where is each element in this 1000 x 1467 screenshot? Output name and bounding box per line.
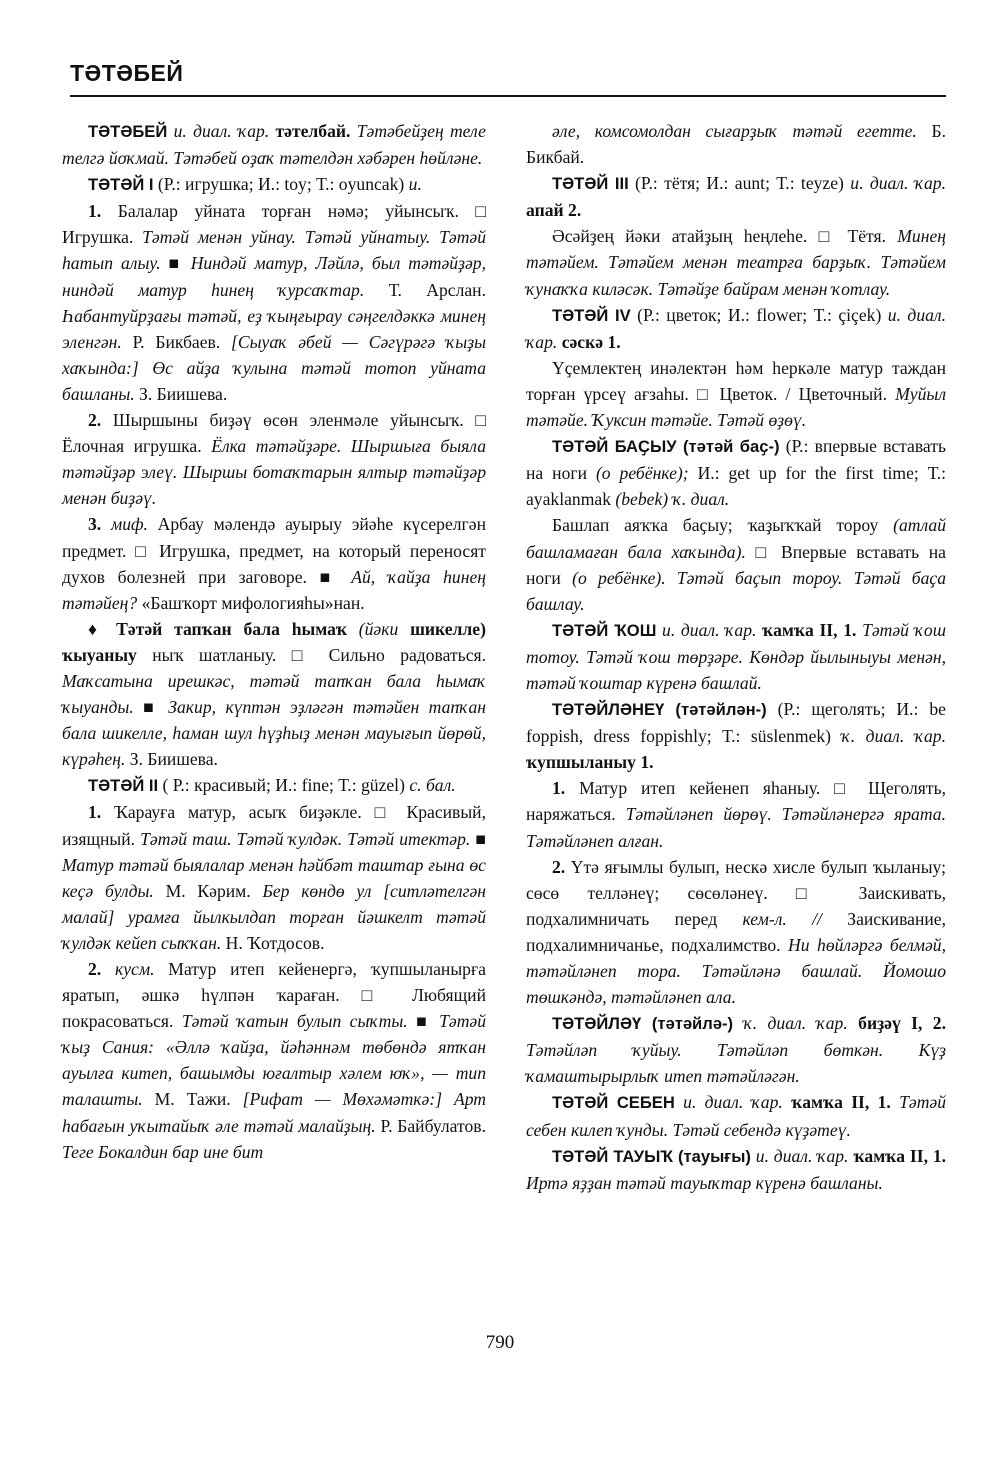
text-run: и. диал. ҡар. bbox=[755, 1145, 849, 1166]
text-run: (о ребёнке); bbox=[595, 463, 689, 484]
text-run bbox=[101, 514, 111, 534]
headword: ТӘТӘЙ СЕБЕН bbox=[552, 1093, 675, 1113]
dictionary-paragraph bbox=[526, 696, 946, 775]
text-run: Ниндәй матур, Ләйлә, был тәтәйҙәр, ниндәй матур һинең ҡурсаҡтар. bbox=[62, 253, 486, 300]
text-run: Тәтәй таш. Тәтәй ҡулдәк. Тәтәй итектәр. bbox=[140, 828, 471, 849]
text-run: Закир, күптән эҙләгән тәтәйен тапҡан бала шикелле, һаман шул һүҙһыҙ менән мауығып йөрөй, күрәһең. bbox=[62, 697, 486, 770]
headword: ТӘТӘЙ ҠОШ bbox=[552, 620, 657, 640]
text-run: Н. Ҡотдосов. bbox=[221, 932, 325, 953]
text-run: Ай, ҡайҙа һинең тәтәйең? bbox=[62, 566, 486, 613]
headword: ТӘТӘЙЛӘҮ (тәтәйлә-) bbox=[552, 1014, 734, 1034]
dictionary-paragraph bbox=[62, 198, 486, 407]
text-run: Тәтәй ҡатын булып сыҡты. bbox=[181, 1011, 408, 1032]
headword: ТӘТӘЙЛӘНЕҮ (тәтәйлән-) bbox=[552, 700, 767, 720]
text-run: 1. bbox=[88, 201, 102, 222]
dictionary-paragraph bbox=[526, 355, 946, 433]
text-run: ҡамҡа II, 1. bbox=[762, 619, 857, 640]
dictionary-paragraph bbox=[526, 512, 946, 616]
running-header bbox=[70, 60, 946, 97]
text-run: Ҡарауға матур, асыҡ биҙәкле. □ Красивый, изящный. bbox=[62, 802, 486, 849]
text-run bbox=[783, 1092, 791, 1112]
dictionary-paragraph bbox=[526, 170, 946, 223]
text-run: ■ bbox=[470, 828, 486, 849]
text-run: (Р.: тётя; И.: aunt; Т.: teyze) bbox=[628, 173, 851, 194]
text-run: Әсәйҙең йәки атайҙың һеңлеһе. □ Тётя. bbox=[552, 226, 898, 247]
text-run bbox=[891, 1092, 899, 1112]
text-run: Тәтәйләнеп йөрөү. Тәтәйләнергә ярата. Тәтәйләнеп алған. bbox=[526, 804, 946, 851]
text-run: Иртә яҙҙан тәтәй тауыҡтар күренә башланы. bbox=[526, 1172, 883, 1193]
text-run: апай 2. bbox=[526, 200, 582, 221]
dictionary-paragraph bbox=[526, 617, 946, 696]
text-run: Тәтәй менән уйнау. Тәтәй уйнатыу. Тәтәй һатып алыу. bbox=[62, 227, 487, 274]
text-run: Заискивание, подхалимничанье, подхалимство. bbox=[526, 908, 946, 955]
text-run: Үтә яғымлы булып, нескә хисле булып ҡыланыу; сөсө телләнеү; сөсөләнеү. □ Заискивать, подхалимничать перед bbox=[526, 856, 946, 929]
dictionary-paragraph bbox=[526, 854, 946, 1011]
text-run: Тәтәй себен килеп ҡунды. Тәтәй себендә күҙәтеү. bbox=[526, 1092, 947, 1140]
dictionary-paragraph bbox=[526, 302, 946, 355]
text-run bbox=[848, 1013, 858, 1033]
right-column bbox=[526, 118, 946, 1196]
text-run: З. Биишева. bbox=[134, 383, 228, 404]
text-run: и. диал. ҡар. bbox=[173, 121, 270, 141]
text-run: ҡамҡа II, 1. bbox=[791, 1092, 891, 1113]
headword: ТӘТӘЙ I bbox=[88, 175, 154, 195]
text-run: (атлай башламаған бала хаҡында). bbox=[526, 515, 946, 562]
text-run: Тәтәйләп ҡуйыу. Тәтәйләп бөткән. Күҙ ҡамаштырырлыҡ итеп тәтәйләгән. bbox=[526, 1040, 946, 1087]
text-run: (о ребёнке). Тәтәй баҫып тороу. Тәтәй баҫа башлау. bbox=[526, 567, 946, 614]
text-run: 2. bbox=[88, 410, 102, 431]
text-run: ҡ. диал. bbox=[672, 489, 730, 510]
text-run: (Р.: впервые вставать на ноги bbox=[526, 436, 946, 484]
text-run: □ Впервые вставать на ноги bbox=[526, 541, 946, 588]
dictionary-paragraph bbox=[62, 799, 486, 956]
text-run: (Р.: цветок; И.: flower; Т.: çiçek) bbox=[630, 304, 888, 325]
text-run: ҡупшыланыу 1. bbox=[526, 752, 654, 773]
text-run: Тәтәй ҡош тотоу. Тәтәй ҡош төрҙәре. Көндәр йылыныуы менән, тәтәй ҡоштар күренә башлай. bbox=[526, 619, 946, 693]
text-run: Тәтәй ҡыҙ Сания: «Әллә ҡайҙа, йәһәннәм төбөндә ятҡан ауылға китеп, башымды юғалтыр хәлем юҡ», — тип талашты. bbox=[62, 1011, 486, 1110]
dictionary-paragraph bbox=[62, 118, 486, 171]
text-run: Балалар уйната торған нәмә; уйынсыҡ. □ Игрушка. bbox=[62, 201, 486, 248]
text-run: и. bbox=[408, 174, 422, 195]
text-run: И.: get up for the first time; Т.: ayaklanmak bbox=[526, 463, 946, 510]
text-run: кусм. bbox=[115, 959, 155, 979]
page-number: 790 bbox=[485, 1332, 515, 1353]
text-run: шикелле) ҡыуаныу bbox=[62, 618, 486, 665]
text-run: биҙәү I, 2. bbox=[858, 1013, 946, 1034]
text-run: Р. Байбулатов. bbox=[375, 1115, 486, 1136]
text-run: и. диал. ҡар. bbox=[850, 173, 947, 194]
text-run bbox=[101, 959, 115, 979]
text-run: ныҡ шатланыу. □ Сильно радоваться. bbox=[136, 644, 486, 665]
text-run: Арбау мәлендә ауырыу эйәһе күсерелгән предмет. □ Игрушка, предмет, на который переносят духов болезней при заговоре. ■ bbox=[62, 514, 486, 587]
text-run: Р. Бикбаев. bbox=[121, 331, 232, 352]
text-run bbox=[733, 1013, 743, 1033]
headword: ТӘТӘБЕЙ bbox=[88, 122, 168, 141]
text-run: әле, комсомолдан сығарҙыҡ тәтәй егетте. bbox=[552, 121, 917, 141]
text-run: Б. Бикбай. bbox=[526, 121, 946, 168]
text-run: (Р.: игрушка; И.: toy; Т.: oyuncak) bbox=[153, 174, 409, 195]
text-run: Матур итеп кейенергә, ҡупшыланырға яратып, әшкә һүлпән ҡараған. □ Любящий покрасоваться. bbox=[62, 959, 486, 1032]
text-run: «Башҡорт мифологияһы»нан. bbox=[137, 592, 365, 613]
text-run: ♦ Тәтәй тапҡан бала һымаҡ bbox=[88, 618, 347, 639]
text-run: Үҫемлектең инәлектән һәм һеркәле матур таждан торған үрсеү ағзаһы. □ Цветок. / Цветочный. bbox=[526, 357, 946, 404]
headword: ТӘТӘЙ II bbox=[88, 776, 159, 796]
running-header-title: ТӘТӘБЕЙ bbox=[70, 60, 184, 86]
dictionary-paragraph bbox=[526, 1143, 946, 1196]
text-run bbox=[675, 1092, 683, 1112]
text-run: с. бал. bbox=[409, 775, 456, 796]
dictionary-paragraph bbox=[526, 775, 946, 853]
text-run: ( Р.: красивый; И.: fine; Т.: güzel) bbox=[158, 775, 410, 796]
text-run: кем-л. // bbox=[742, 908, 822, 929]
dictionary-paragraph bbox=[526, 223, 946, 301]
text-run: ■ bbox=[160, 253, 191, 274]
dictionary-paragraph bbox=[62, 407, 486, 511]
text-run: Бер көндө ул [ситләтелгән малай] урамға йылкылдап торған йәшкелт тәтәй ҡулдәк кейеп сыҡҡан. bbox=[62, 880, 486, 953]
text-run: Муйыл тәтәйе. Ҡуксин тәтәйе. Тәтәй өҙөү. bbox=[526, 383, 946, 431]
text-run: (Р.: щеголять; И.: be foppish, dress foppishly; Т.: süslenmek) bbox=[526, 699, 946, 747]
left-column bbox=[62, 118, 486, 1165]
text-run: Ёлка тәтәйҙәре. Шыршыға быяла тәтәйҙәр элеү. Шыршы ботаҡтарын ялтыр тәтәйҙәр менән биҙәү. bbox=[62, 436, 486, 509]
text-run: Минең тәтәйем. Тәтәйем менән театрға барҙыҡ. Тәтәйем ҡунаҡҡа киләсәк. Тәтәйҙе байрам менән ҡотлау. bbox=[526, 226, 946, 299]
dictionary-paragraph bbox=[62, 616, 486, 773]
text-run: Матур итеп кейенеп яһаныу. □ Щеголять, наряжаться. bbox=[526, 778, 946, 825]
text-run: ■ bbox=[407, 1011, 440, 1032]
text-run: и. диал. ҡар. bbox=[526, 304, 946, 352]
text-run: 2. bbox=[552, 856, 566, 877]
text-run: Маҡсатына ирешкәс, тәтәй тапҡан бала һымаҡ ҡыуанды. bbox=[62, 670, 486, 718]
text-run: ҡамҡа II, 1. bbox=[853, 1145, 947, 1166]
text-run bbox=[347, 619, 359, 639]
headword: ТӘТӘЙ БАҪЫУ (тәтәй баҫ-) bbox=[552, 437, 780, 457]
text-run: сәскә 1. bbox=[561, 331, 621, 352]
text-run: 2. bbox=[88, 959, 102, 979]
text-run: (йәки bbox=[358, 618, 399, 639]
header-rule bbox=[70, 95, 946, 97]
dictionary-paragraph bbox=[62, 511, 486, 615]
dictionary-paragraph bbox=[62, 772, 486, 799]
text-run: М. Кәрим. bbox=[153, 880, 263, 901]
text-run: ҡ. диал. ҡар. bbox=[841, 726, 946, 747]
dictionary-paragraph bbox=[62, 956, 486, 1165]
dictionary-paragraph bbox=[62, 171, 486, 198]
text-run: (bebek) bbox=[615, 489, 669, 510]
text-run: Тәтәбейҙең теле телгә йоҡмай. Тәтәбей оҙаҡ тәтелдән хәбәрен һөйләне. bbox=[62, 121, 486, 169]
text-run: [Рифат — Мөхәмәткә:] Арт һабағын уҡытайыҡ әле тәтәй малайҙың. bbox=[62, 1089, 486, 1136]
text-run: Башлап аяҡҡа баҫыу; ҡаҙыҡҡай тороу bbox=[552, 515, 894, 536]
text-run: 1. bbox=[88, 802, 102, 823]
text-run: ҡ. диал. ҡар. bbox=[743, 1013, 848, 1034]
text-run: и. диал. ҡар. bbox=[683, 1092, 783, 1113]
text-run: Һабантуйрҙағы тәтәй, еҙ ҡыңғырау сәңгелдәккә минең эленгән. bbox=[62, 305, 486, 352]
text-run: Ни һөйләргә белмәй, тәтәйләнеп тора. Тәтәйләнә башлай. Йомошо төшкәндә, тәтәйләнеп ала. bbox=[526, 934, 947, 1008]
text-run: 3. bbox=[88, 514, 102, 535]
dictionary-paragraph bbox=[526, 1010, 946, 1089]
dictionary-paragraph bbox=[526, 433, 946, 512]
headword: ТӘТӘЙ IV bbox=[552, 305, 631, 325]
text-run bbox=[398, 619, 410, 639]
headword: ТӘТӘЙ ТАУЫҠ (тауығы) bbox=[552, 1146, 751, 1166]
text-run: тәтелбай. bbox=[275, 121, 351, 141]
dictionary-paragraph bbox=[526, 118, 946, 170]
text-run: М. Тажи. bbox=[142, 1089, 243, 1110]
headword: ТӘТӘЙ III bbox=[552, 174, 629, 194]
text-run: миф. bbox=[110, 514, 148, 535]
text-run: Теге Бокалдин бар ине бит bbox=[62, 1141, 264, 1162]
text-run: и. диал. ҡар. bbox=[662, 619, 757, 640]
text-run: Т. Арслан. bbox=[364, 279, 486, 300]
text-run: 1. bbox=[552, 778, 566, 799]
text-run: Шыршыны биҙәү өсөн эленмәле уйынсыҡ. □ Ёлочная игрушка. bbox=[62, 410, 486, 457]
dictionary-paragraph bbox=[526, 1089, 946, 1142]
text-run: ■ bbox=[133, 697, 169, 718]
text-run: Матур тәтәй быялалар менән һәйбәт таштар ғына өс кеҫә булды. bbox=[62, 854, 486, 901]
text-run: [Сыуаҡ әбей — Сәгүрәгә ҡыҙы хаҡында:] Өс айҙа ҡулына тәтәй тотоп уйната башланы. bbox=[62, 331, 486, 404]
text-run: З. Биишева. bbox=[125, 749, 218, 770]
